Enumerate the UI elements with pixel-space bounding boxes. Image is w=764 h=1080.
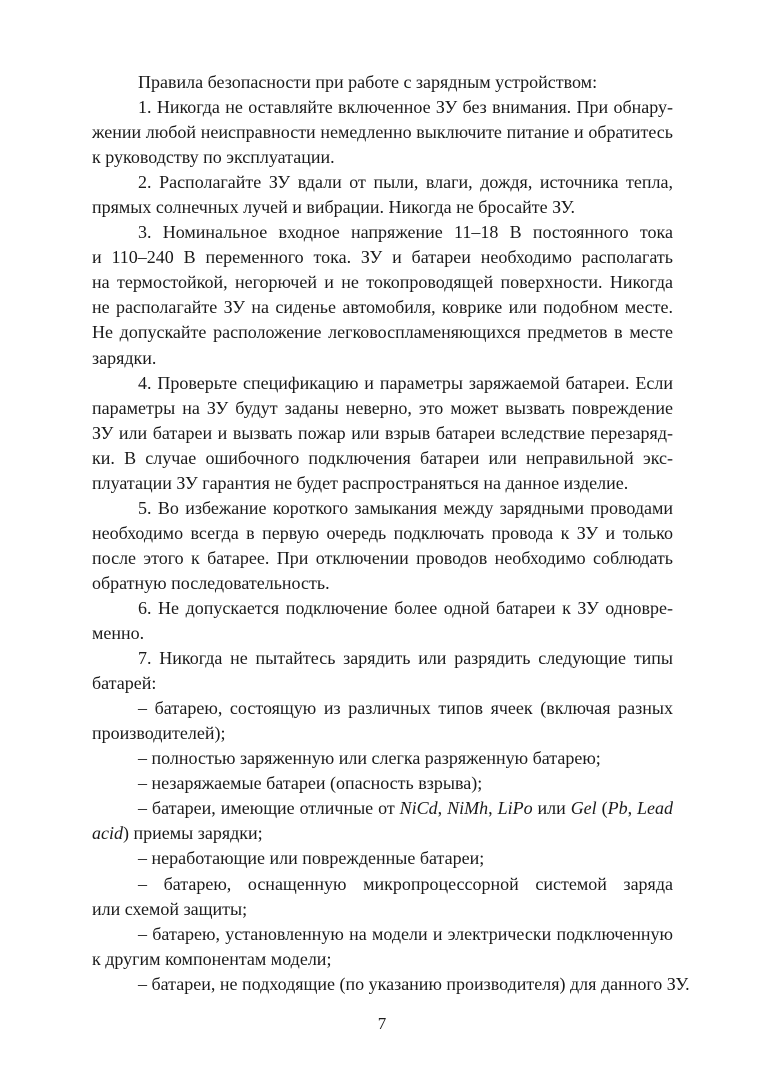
text-line: жении любой неисправности немедленно выключите питание и обратитесь — [92, 122, 673, 143]
text-line: 3. Номинальное входное напряжение 11–18 В постоянного тока — [138, 222, 673, 243]
text-line: не располагайте ЗУ на сиденье автомобиля, коврике или подобном месте. — [92, 297, 673, 318]
text-line: менно. — [92, 623, 145, 644]
paragraph — [92, 596, 673, 646]
paragraph — [92, 496, 673, 596]
text-line — [92, 821, 673, 846]
paragraph — [92, 872, 673, 922]
text-line: плуатации ЗУ гарантия не будет распространяться на данное изделие. — [92, 472, 629, 493]
text-line — [92, 796, 673, 821]
paragraph — [92, 220, 673, 370]
text-line: ЗУ или батареи и вызвать пожар или взрыв батареи вследствие перезаряд- — [92, 422, 673, 443]
paragraph — [92, 771, 673, 796]
paragraph — [92, 170, 673, 220]
page-number: 7 — [377, 1014, 387, 1033]
paragraph — [92, 696, 673, 746]
text-line: ки. В случае ошибочного подключения батареи или неправильной экс- — [92, 447, 673, 468]
text-line: параметры на ЗУ будут заданы неверно, это может вызвать повреждение — [92, 397, 673, 418]
text-line: 5. Во избежание короткого замыкания между зарядными проводами — [138, 497, 673, 518]
text-segment: ) приемы зарядки; — [123, 823, 263, 844]
text-segment: – батареи, имеющие отличные от — [138, 798, 400, 819]
text-line: к руководству по эксплуатации. — [92, 147, 335, 168]
text-line: 6. Не допускается подключение более одной батареи к ЗУ одновре- — [138, 597, 673, 618]
text-line: производителей); — [92, 723, 226, 744]
text-segment: или — [532, 798, 571, 819]
text-segment: ( — [596, 798, 608, 819]
document-body — [92, 70, 690, 997]
text-line: на термостойкой, негорючей и не токопроводящей поверхности. Никогда — [92, 272, 673, 293]
text-line: или схемой защиты; — [92, 898, 248, 919]
text-segment: , — [488, 798, 498, 819]
paragraph — [92, 846, 673, 871]
text-line: 1. Никогда не оставляйте включенное ЗУ без внимания. При обнару- — [138, 97, 673, 118]
text-line: – батарею, состоящую из различных типов ячеек (включая разных — [138, 698, 673, 719]
paragraph — [92, 746, 673, 771]
italic-term: acid — [92, 823, 123, 844]
paragraph — [92, 972, 690, 997]
text-line: прямых солнечных лучей и вибрации. Никогда не бросайте ЗУ. — [92, 197, 575, 218]
paragraph — [92, 371, 673, 496]
paragraph — [92, 70, 673, 95]
text-line: необходимо всегда в первую очередь подключать провода к ЗУ и только — [92, 522, 673, 543]
text-line: зарядки. — [92, 347, 157, 368]
italic-term: NiCd — [399, 798, 438, 819]
text-line: – полностью заряженную или слегка разряженную батарею; — [138, 748, 601, 769]
text-line: Правила безопасности при работе с зарядным устройством: — [138, 72, 598, 92]
text-line: и 110–240 В переменного тока. ЗУ и батареи необходимо располагать — [92, 247, 673, 268]
text-line: 4. Проверьте спецификацию и параметры заряжаемой батареи. Если — [138, 372, 673, 393]
text-line: обратную последовательность. — [92, 572, 330, 593]
paragraph — [92, 95, 673, 170]
italic-term: Lead — [637, 798, 674, 819]
text-line: – неработающие или поврежденные батареи; — [138, 848, 485, 869]
text-line: после этого к батарее. При отключении проводов необходимо соблюдать — [92, 547, 673, 568]
text-line: – батареи, не подходящие (по указанию производителя) для данного ЗУ. — [138, 973, 690, 994]
paragraph — [92, 796, 673, 846]
text-line: к другим компонентам модели; — [92, 948, 332, 969]
text-line: 7. Никогда не пытайтесь зарядить или разрядить следующие типы — [138, 648, 673, 669]
text-line: – батарею, оснащенную микропроцессорной системой заряда — [138, 873, 673, 894]
paragraph — [92, 922, 673, 972]
text-segment: , — [627, 798, 638, 819]
italic-term: NiMh — [447, 798, 489, 819]
italic-term: Pb — [607, 798, 628, 819]
paragraph — [92, 646, 673, 696]
italic-term: Gel — [570, 798, 597, 819]
text-line: – батарею, установленную на модели и электрически подключенную — [138, 923, 673, 944]
text-line: Не допускайте расположение легковоспламеняющихся предметов в месте — [92, 322, 673, 343]
text-line: – незаряжаемые батареи (опасность взрыва); — [138, 773, 483, 794]
italic-term: LiPo — [497, 798, 533, 819]
text-segment: , — [437, 798, 448, 819]
text-line: 2. Располагайте ЗУ вдали от пыли, влаги, дождя, источника тепла, — [138, 172, 673, 193]
text-line: батарей: — [92, 673, 157, 694]
